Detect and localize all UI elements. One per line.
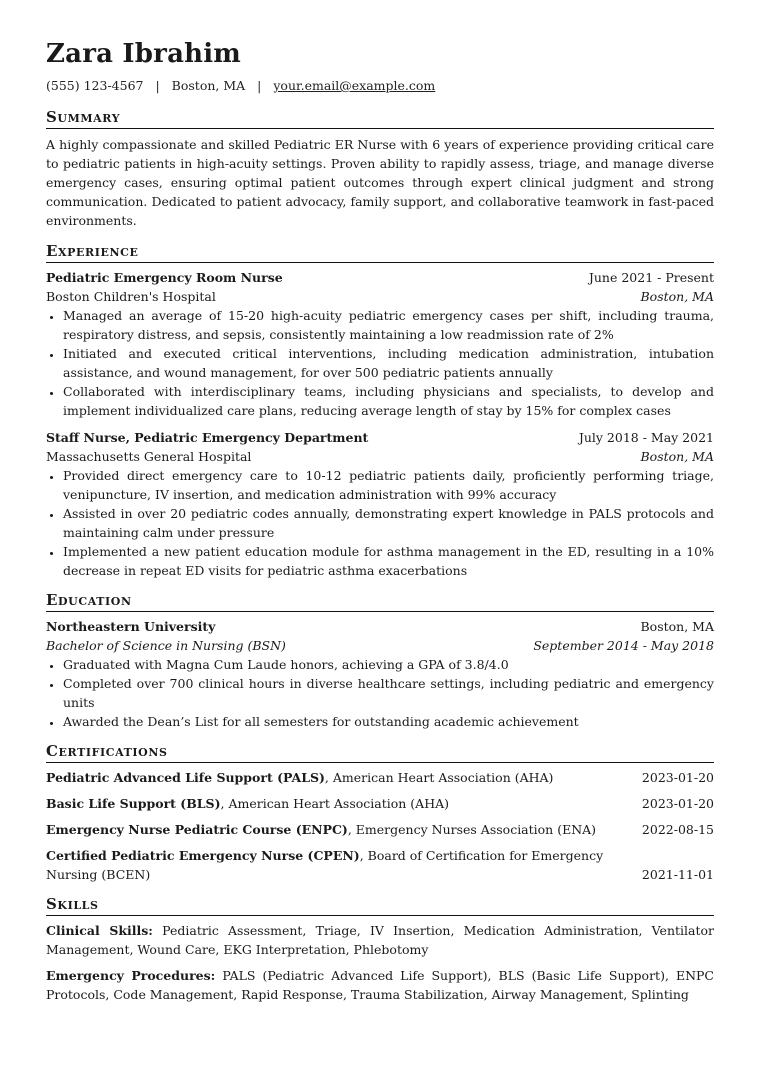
job-employer: Massachusetts General Hospital: [46, 449, 252, 464]
certification-date: 2023-01-20: [641, 796, 714, 811]
summary-text: A highly compassionate and skilled Pediatric ER Nurse with 6 years of experience providing critical care to pediatric patients in high-acuity settings. Proven ability to rapidly assess, triage, and manage diverse emergency cases, ensuring optimal patient outcomes through expert clinical judgment and strong communication. Dedicated to patient advocacy, family support, and collaborative teamwork in fast-paced environments.: [46, 137, 714, 228]
job-location: Boston, MA: [640, 289, 714, 304]
degree: Bachelor of Science in Nursing (BSN): [46, 638, 286, 653]
experience-section: [46, 242, 714, 580]
list-item: • Awarded the Dean’s List for all semesters for outstanding academic achievement: [63, 712, 714, 731]
school-name: Northeastern University: [46, 619, 216, 634]
list-item: • Implemented a new patient education module for asthma management in the ED, resulting in a 10% decrease in repeat ED visits for pediatric asthma exacerbations: [63, 542, 714, 580]
phone-number: (555) 123-4567: [46, 78, 144, 93]
skill-group-label: Clinical Skills:: [46, 923, 153, 938]
job-dates: July 2018 - May 2021: [578, 430, 714, 445]
certification-issuer: , Emergency Nurses Association (ENA): [347, 822, 597, 837]
certification-item: [46, 794, 714, 813]
section-title-experience: Experience: [46, 242, 714, 263]
education-section: [46, 591, 714, 731]
certification-issuer: , American Heart Association (AHA): [324, 770, 554, 785]
certification-list: [46, 768, 714, 884]
job-dates: June 2021 - Present: [588, 270, 714, 285]
certification-date: 2021-11-01: [641, 867, 714, 882]
job-employer: Boston Children's Hospital: [46, 289, 216, 304]
job-entry: [46, 428, 714, 580]
skill-group-text: Pediatric Assessment, Triage, IV Insertion, Medication Administration, Ventilator Management, Wound Care, EKG Interpretation, Phlebotomy: [46, 923, 714, 957]
list-item: • Completed over 700 clinical hours in diverse healthcare settings, including pediatric and emergency units: [63, 674, 714, 712]
list-item: • Initiated and executed critical interventions, including medication administration, intubation assistance, and wound management, for over 500 pediatric patients annually: [63, 344, 714, 382]
certification-date: 2022-08-15: [641, 822, 714, 837]
separator: |: [155, 78, 160, 93]
certification-name: Basic Life Support (BLS): [46, 796, 221, 811]
job-bullets: [46, 466, 714, 580]
education-entry: [46, 617, 714, 731]
list-item: • Managed an average of 15-20 high-acuity pediatric emergency cases per shift, including trauma, respiratory distress, and sepsis, consistently maintaining a low readmission rate of 2%: [63, 306, 714, 344]
skill-group-label: Emergency Procedures:: [46, 968, 216, 983]
separator: |: [257, 78, 262, 93]
list-item: • Graduated with Magna Cum Laude honors, achieving a GPA of 3.8/4.0: [63, 655, 714, 674]
list-item: • Provided direct emergency care to 10-12 pediatric patients daily, proficiently performing triage, venipuncture, IV insertion, and medication administration with 99% accuracy: [63, 466, 714, 504]
section-title-certifications: Certifications: [46, 742, 714, 763]
section-title-skills: Skills: [46, 895, 714, 916]
candidate-name: Zara Ibrahim: [46, 39, 242, 69]
skills-section: [46, 895, 714, 1004]
list-item: • Collaborated with interdisciplinary teams, including physicians and specialists, to develop and implement individualized care plans, reducing average length of stay by 15% for complex cases: [63, 382, 714, 420]
school-location: Boston, MA: [640, 619, 714, 634]
skill-group: [46, 966, 714, 1004]
certification-name: Certified Pediatric Emergency Nurse (CPEN): [46, 848, 360, 863]
job-entry: [46, 268, 714, 420]
email-link[interactable]: your.email@example.com: [273, 78, 436, 93]
certification-date: 2023-01-20: [641, 770, 714, 785]
job-location: Boston, MA: [640, 449, 714, 464]
job-role: Staff Nurse, Pediatric Emergency Department: [46, 430, 369, 445]
skill-group: [46, 921, 714, 959]
certification-name: Pediatric Advanced Life Support (PALS): [46, 770, 325, 785]
section-title-education: Education: [46, 591, 714, 612]
job-role: Pediatric Emergency Room Nurse: [46, 270, 283, 285]
education-dates: September 2014 - May 2018: [533, 638, 714, 653]
contact-line: [46, 77, 714, 95]
education-bullets: [46, 655, 714, 731]
section-title-summary: Summary: [46, 108, 714, 129]
list-item: • Assisted in over 20 pediatric codes annually, demonstrating expert knowledge in PALS protocols and maintaining calm under pressure: [63, 504, 714, 542]
certification-item: [46, 768, 714, 787]
certification-item: [46, 846, 714, 884]
location: Boston, MA: [171, 78, 246, 93]
skill-group-text: PALS (Pediatric Advanced Life Support), BLS (Basic Life Support), ENPC Protocols, Code Management, Rapid Response, Trauma Stabilization, Airway Management, Splinting: [46, 968, 714, 1002]
certifications-section: [46, 742, 714, 884]
resume-page: [46, 38, 714, 1004]
job-bullets: [46, 306, 714, 420]
certification-issuer: , American Heart Association (AHA): [220, 796, 450, 811]
summary-section: [46, 108, 714, 230]
certification-name: Emergency Nurse Pediatric Course (ENPC): [46, 822, 348, 837]
certification-item: [46, 820, 714, 839]
certification-issuer: , Board of Certification for Emergency Nursing (BCEN): [46, 848, 604, 882]
